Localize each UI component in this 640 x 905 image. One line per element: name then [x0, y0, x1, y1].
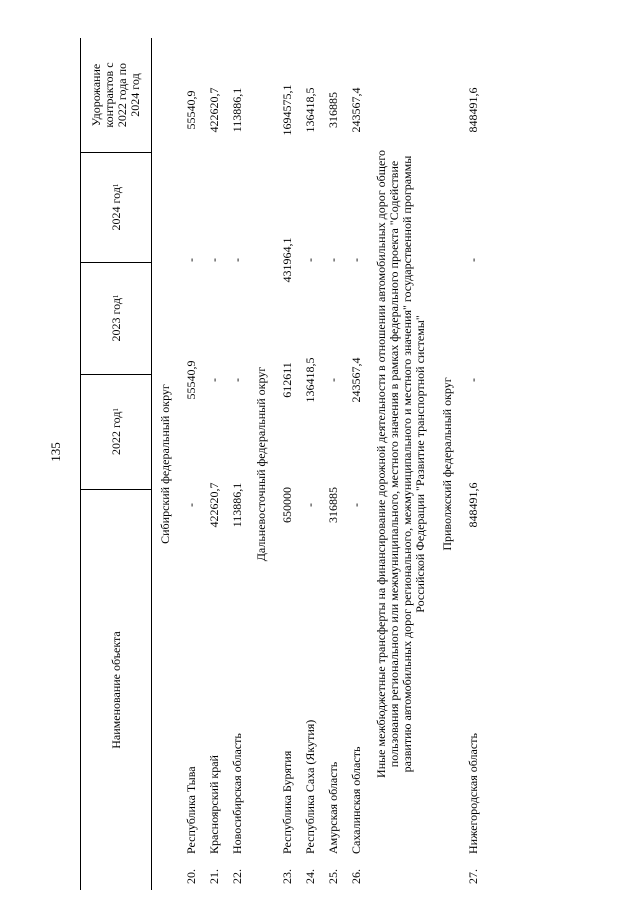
row-name: Амурская область: [326, 761, 340, 854]
row-2022: -: [303, 503, 317, 507]
row-2023: -: [230, 378, 244, 382]
row-diff: 422620,7: [207, 87, 221, 133]
table-body: [155, 38, 640, 890]
row-2024: 431964,1: [280, 237, 294, 283]
row-2022: 422620,7: [207, 482, 221, 528]
table-row: [231, 38, 249, 890]
section-title: Сибирский федеральный округ: [158, 384, 172, 544]
row-number: 20.: [184, 869, 198, 884]
row-2023: -: [207, 378, 221, 382]
row-name: Сахалинская область: [349, 746, 363, 854]
row-diff: 136418,5: [303, 87, 317, 133]
rotated-table: [80, 38, 480, 890]
row-2023: -: [326, 378, 340, 382]
row-number: 26.: [349, 869, 363, 884]
table-row: [350, 38, 368, 890]
row-number: 22.: [230, 869, 244, 884]
header-2022: 2022 год 1: [81, 374, 151, 490]
row-diff: 113886,1: [230, 87, 244, 133]
header-2024-label: 2024 год: [108, 187, 123, 231]
section-title: Дальневосточный федеральный округ: [254, 366, 268, 562]
table-header: [80, 38, 152, 890]
transfer-paragraph: [375, 44, 427, 884]
row-diff: 55540,9: [184, 90, 198, 130]
row-number: 21.: [207, 869, 221, 884]
row-2024: -: [326, 258, 340, 262]
row-2023: 55540,9: [184, 360, 198, 400]
row-2023: 243567,4: [349, 357, 363, 403]
table-row: [467, 38, 485, 890]
row-2023: 612611: [280, 362, 294, 398]
header-2023: 2023 год 1: [81, 262, 151, 375]
header-diff: Удорожание контрактов с 2022 года по 2024 год: [81, 38, 151, 153]
row-2022: -: [184, 503, 198, 507]
table-row: [208, 38, 226, 890]
row-2022: -: [349, 503, 363, 507]
table-row: [281, 38, 299, 890]
table-row: [327, 38, 345, 890]
row-2024: -: [230, 258, 244, 262]
row-diff: 848491,6: [466, 87, 480, 133]
row-number: 23.: [280, 869, 294, 884]
header-2024: 2024 год 1: [81, 152, 151, 263]
row-diff: 1694575,1: [280, 84, 294, 136]
row-name: Красноярский край: [207, 755, 221, 854]
row-name: Новосибирская область: [230, 733, 244, 854]
header-2022-label: 2022 год: [108, 411, 123, 455]
header-name: Наименование объекта: [108, 631, 123, 749]
row-2022: 113886,1: [230, 482, 244, 528]
row-name: Республика Тыва: [184, 766, 198, 854]
section-title: Приволжский федеральный округ: [440, 377, 454, 551]
row-2022: 316885: [326, 487, 340, 523]
row-name: Республика Саха (Якутия): [303, 719, 317, 854]
header-2023-label: 2023 год: [108, 298, 123, 342]
paragraph-line: развитию автомобильных дорог регионального, межмуниципального и местного значения" государственной программы: [400, 155, 414, 773]
row-number: 24.: [303, 869, 317, 884]
row-2023: -: [466, 378, 480, 382]
paragraph-line: Российской Федерации "Развитие транспортной системы": [413, 315, 427, 613]
table-row: [185, 38, 203, 890]
row-name: Нижегородская область: [466, 733, 480, 854]
row-2023: 136418,5: [303, 357, 317, 403]
row-number: 25.: [326, 869, 340, 884]
row-2022: 848491,6: [466, 482, 480, 528]
paragraph-line: Иные межбюджетные трансферты на финансирование дорожной деятельности в отношении автомобильных дорог общего: [374, 150, 388, 778]
row-number: 27.: [466, 869, 480, 884]
row-name: Республика Бурятия: [280, 750, 294, 854]
row-2024: -: [466, 258, 480, 262]
row-2024: -: [349, 258, 363, 262]
table-row: [304, 38, 322, 890]
paragraph-line: пользования регионального или межмуниципального, местного значения в рамках федерального проекта "Содействие: [387, 160, 401, 768]
row-2024: -: [184, 258, 198, 262]
row-2024: -: [207, 258, 221, 262]
row-2022: 650000: [280, 487, 294, 523]
page-number: 135: [48, 442, 63, 462]
row-diff: 243567,4: [349, 87, 363, 133]
row-2024: -: [303, 258, 317, 262]
row-diff: 316885: [326, 92, 340, 128]
